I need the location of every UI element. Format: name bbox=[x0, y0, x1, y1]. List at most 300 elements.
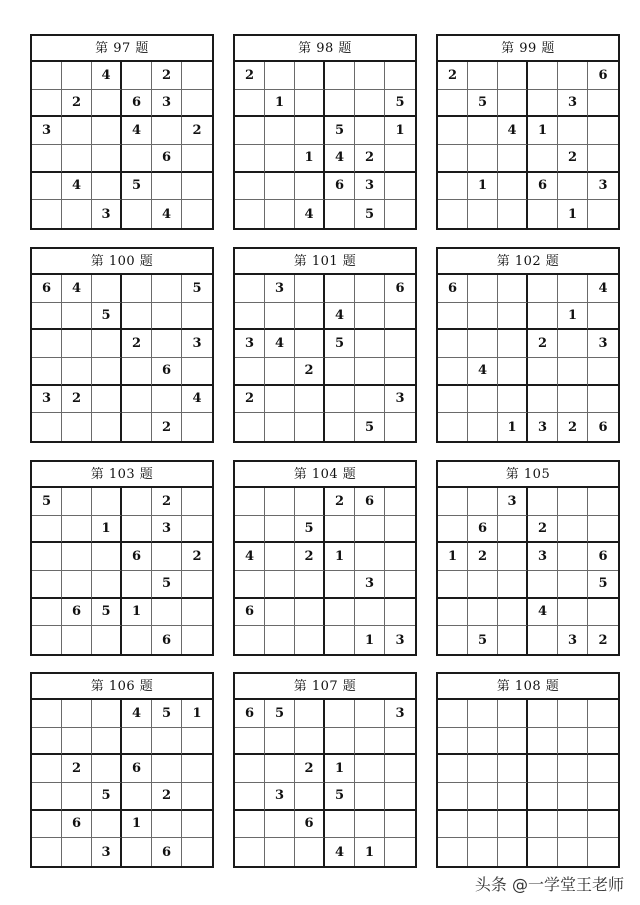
grid-cell[interactable]: 2 bbox=[528, 516, 558, 544]
grid-cell[interactable] bbox=[32, 755, 62, 783]
grid-cell[interactable] bbox=[558, 838, 588, 866]
grid-cell[interactable]: 3 bbox=[355, 571, 385, 599]
grid-cell[interactable] bbox=[588, 838, 618, 866]
grid-cell[interactable] bbox=[438, 755, 468, 783]
grid-cell[interactable] bbox=[265, 386, 295, 414]
grid-cell[interactable] bbox=[122, 358, 152, 386]
grid-cell[interactable] bbox=[528, 90, 558, 118]
grid-cell[interactable] bbox=[325, 811, 355, 839]
grid-cell[interactable] bbox=[265, 303, 295, 331]
grid-cell[interactable] bbox=[385, 838, 415, 866]
grid-cell[interactable] bbox=[182, 516, 212, 544]
grid-cell[interactable] bbox=[498, 838, 528, 866]
grid-cell[interactable] bbox=[588, 728, 618, 756]
grid-cell[interactable]: 3 bbox=[152, 90, 182, 118]
grid-cell[interactable] bbox=[438, 117, 468, 145]
grid-cell[interactable] bbox=[32, 783, 62, 811]
grid-cell[interactable]: 1 bbox=[498, 413, 528, 441]
grid-cell[interactable] bbox=[182, 90, 212, 118]
grid-cell[interactable]: 2 bbox=[438, 62, 468, 90]
grid-cell[interactable] bbox=[438, 90, 468, 118]
grid-cell[interactable] bbox=[295, 838, 325, 866]
grid-cell[interactable]: 6 bbox=[598, 419, 608, 435]
grid-cell[interactable] bbox=[468, 330, 498, 358]
grid-cell[interactable] bbox=[62, 488, 92, 516]
grid-cell[interactable] bbox=[438, 413, 468, 441]
grid-cell[interactable] bbox=[498, 303, 528, 331]
grid-cell[interactable] bbox=[385, 145, 415, 173]
grid-cell[interactable] bbox=[588, 358, 618, 386]
grid-cell[interactable]: 6 bbox=[295, 811, 325, 839]
grid-cell[interactable] bbox=[122, 200, 152, 228]
grid-cell[interactable]: 1 bbox=[325, 543, 355, 571]
grid-cell[interactable] bbox=[528, 386, 558, 414]
grid-cell[interactable] bbox=[265, 571, 295, 599]
grid-cell[interactable]: 1 bbox=[295, 145, 325, 173]
grid-cell[interactable] bbox=[92, 488, 122, 516]
grid-cell[interactable] bbox=[152, 275, 182, 303]
grid-cell[interactable]: 2 bbox=[235, 386, 265, 414]
grid-cell[interactable] bbox=[62, 330, 92, 358]
grid-cell[interactable]: 6 bbox=[468, 516, 498, 544]
grid-cell[interactable] bbox=[588, 516, 618, 544]
grid-cell[interactable] bbox=[438, 700, 468, 728]
grid-cell[interactable] bbox=[295, 275, 325, 303]
grid-cell[interactable] bbox=[295, 117, 325, 145]
grid-cell[interactable]: 3 bbox=[235, 330, 265, 358]
grid-cell[interactable]: 4 bbox=[122, 117, 152, 145]
grid-cell[interactable] bbox=[558, 358, 588, 386]
grid-cell[interactable]: 4 bbox=[152, 200, 182, 228]
grid-cell[interactable] bbox=[498, 200, 528, 228]
grid-cell[interactable] bbox=[325, 626, 355, 654]
grid-cell[interactable]: 5 bbox=[182, 275, 212, 303]
grid-cell[interactable]: 2 bbox=[295, 755, 325, 783]
grid-cell[interactable] bbox=[182, 626, 212, 654]
grid-cell[interactable] bbox=[295, 626, 325, 654]
grid-cell[interactable] bbox=[235, 173, 265, 201]
grid-cell[interactable] bbox=[295, 599, 325, 627]
grid-cell[interactable] bbox=[122, 62, 152, 90]
grid-cell[interactable] bbox=[355, 358, 385, 386]
grid-cell[interactable] bbox=[468, 386, 498, 414]
grid-cell[interactable] bbox=[122, 145, 152, 173]
grid-cell[interactable] bbox=[468, 117, 498, 145]
grid-cell[interactable] bbox=[325, 200, 355, 228]
grid-cell[interactable] bbox=[558, 728, 588, 756]
grid-cell[interactable] bbox=[438, 516, 468, 544]
grid-cell[interactable]: 3 bbox=[265, 783, 295, 811]
grid-cell[interactable] bbox=[438, 811, 468, 839]
grid-cell[interactable] bbox=[92, 571, 122, 599]
grid-cell[interactable]: 2 bbox=[182, 117, 212, 145]
grid-cell[interactable] bbox=[385, 755, 415, 783]
grid-cell[interactable] bbox=[498, 275, 528, 303]
grid-cell[interactable] bbox=[32, 543, 62, 571]
grid-cell[interactable]: 5 bbox=[122, 173, 152, 201]
grid-cell[interactable]: 1 bbox=[355, 626, 385, 654]
grid-cell[interactable]: 2 bbox=[62, 755, 92, 783]
grid-cell[interactable] bbox=[295, 571, 325, 599]
grid-cell[interactable] bbox=[62, 62, 92, 90]
grid-cell[interactable] bbox=[528, 811, 558, 839]
grid-cell[interactable] bbox=[325, 90, 355, 118]
grid-cell[interactable] bbox=[588, 303, 618, 331]
grid-cell[interactable] bbox=[152, 543, 182, 571]
grid-cell[interactable] bbox=[92, 330, 122, 358]
grid-cell[interactable] bbox=[235, 145, 265, 173]
grid-cell[interactable] bbox=[528, 275, 558, 303]
grid-cell[interactable] bbox=[498, 90, 528, 118]
grid-cell[interactable] bbox=[182, 488, 212, 516]
grid-cell[interactable] bbox=[32, 330, 62, 358]
grid-cell[interactable] bbox=[62, 516, 92, 544]
grid-cell[interactable] bbox=[588, 117, 618, 145]
grid-cell[interactable]: 3 bbox=[32, 117, 62, 145]
grid-cell[interactable] bbox=[32, 62, 62, 90]
grid-cell[interactable] bbox=[528, 571, 558, 599]
grid-cell[interactable]: 1 bbox=[558, 200, 588, 228]
grid-cell[interactable] bbox=[325, 700, 355, 728]
grid-cell[interactable] bbox=[265, 728, 295, 756]
grid-cell[interactable]: 1 bbox=[122, 599, 152, 627]
grid-cell[interactable] bbox=[498, 330, 528, 358]
grid-cell[interactable] bbox=[588, 488, 618, 516]
grid-cell[interactable]: 3 bbox=[355, 173, 385, 201]
grid-cell[interactable] bbox=[32, 516, 62, 544]
grid-cell[interactable]: 5 bbox=[355, 413, 385, 441]
grid-cell[interactable] bbox=[528, 358, 558, 386]
grid-cell[interactable]: 2 bbox=[235, 62, 265, 90]
grid-cell[interactable] bbox=[558, 173, 588, 201]
grid-cell[interactable] bbox=[92, 275, 122, 303]
grid-cell[interactable]: 6 bbox=[152, 838, 182, 866]
grid-cell[interactable] bbox=[385, 303, 415, 331]
grid-cell[interactable] bbox=[355, 303, 385, 331]
grid-cell[interactable]: 4 bbox=[325, 838, 355, 866]
grid-cell[interactable] bbox=[62, 783, 92, 811]
grid-cell[interactable]: 5 bbox=[265, 700, 295, 728]
grid-cell[interactable] bbox=[265, 755, 295, 783]
grid-cell[interactable]: 4 bbox=[92, 62, 122, 90]
grid-cell[interactable] bbox=[558, 516, 588, 544]
grid-cell[interactable]: 1 bbox=[122, 811, 152, 839]
grid-cell[interactable] bbox=[385, 173, 415, 201]
grid-cell[interactable] bbox=[438, 488, 468, 516]
grid-cell[interactable]: 1 bbox=[558, 303, 588, 331]
grid-cell[interactable] bbox=[325, 275, 355, 303]
grid-cell[interactable]: 3 bbox=[558, 626, 588, 654]
grid-cell[interactable] bbox=[558, 386, 588, 414]
grid-cell[interactable]: 1 bbox=[438, 543, 468, 571]
grid-cell[interactable] bbox=[498, 571, 528, 599]
grid-cell[interactable]: 2 bbox=[152, 62, 182, 90]
grid-cell[interactable] bbox=[588, 755, 618, 783]
grid-cell[interactable] bbox=[235, 90, 265, 118]
grid-cell[interactable] bbox=[468, 811, 498, 839]
grid-cell[interactable] bbox=[355, 62, 385, 90]
grid-cell[interactable] bbox=[325, 358, 355, 386]
grid-cell[interactable] bbox=[122, 303, 152, 331]
grid-cell[interactable] bbox=[265, 173, 295, 201]
grid-cell[interactable]: 5 bbox=[92, 783, 122, 811]
grid-cell[interactable]: 6 bbox=[235, 700, 265, 728]
grid-cell[interactable]: 1 bbox=[468, 173, 498, 201]
grid-cell[interactable] bbox=[122, 386, 152, 414]
grid-cell[interactable] bbox=[385, 62, 415, 90]
grid-cell[interactable] bbox=[355, 386, 385, 414]
grid-cell[interactable] bbox=[498, 145, 528, 173]
grid-cell[interactable] bbox=[152, 755, 182, 783]
grid-cell[interactable] bbox=[295, 488, 325, 516]
grid-cell[interactable] bbox=[588, 783, 618, 811]
grid-cell[interactable]: 3 bbox=[92, 838, 122, 866]
grid-cell[interactable] bbox=[32, 413, 62, 441]
grid-cell[interactable] bbox=[528, 145, 558, 173]
grid-cell[interactable] bbox=[152, 117, 182, 145]
grid-cell[interactable]: 5 bbox=[325, 330, 355, 358]
grid-cell[interactable]: 2 bbox=[468, 543, 498, 571]
grid-cell[interactable]: 6 bbox=[588, 543, 618, 571]
grid-cell[interactable] bbox=[235, 838, 265, 866]
grid-cell[interactable] bbox=[558, 543, 588, 571]
grid-cell[interactable] bbox=[588, 599, 618, 627]
grid-cell[interactable] bbox=[468, 599, 498, 627]
grid-cell[interactable] bbox=[438, 728, 468, 756]
grid-cell[interactable]: 3 bbox=[528, 413, 558, 441]
grid-cell[interactable] bbox=[355, 728, 385, 756]
grid-cell[interactable] bbox=[438, 783, 468, 811]
grid-cell[interactable] bbox=[295, 90, 325, 118]
grid-cell[interactable] bbox=[152, 599, 182, 627]
grid-cell[interactable]: 6 bbox=[588, 62, 618, 90]
grid-cell[interactable] bbox=[558, 599, 588, 627]
grid-cell[interactable] bbox=[235, 117, 265, 145]
grid-cell[interactable] bbox=[152, 303, 182, 331]
grid-cell[interactable] bbox=[558, 755, 588, 783]
grid-cell[interactable] bbox=[438, 173, 468, 201]
grid-cell[interactable] bbox=[558, 62, 588, 90]
grid-cell[interactable] bbox=[32, 200, 62, 228]
grid-cell[interactable]: 5 bbox=[468, 90, 498, 118]
grid-cell[interactable] bbox=[92, 386, 122, 414]
grid-cell[interactable] bbox=[438, 303, 468, 331]
grid-cell[interactable] bbox=[325, 516, 355, 544]
grid-cell[interactable] bbox=[558, 811, 588, 839]
grid-cell[interactable] bbox=[468, 303, 498, 331]
grid-cell[interactable] bbox=[588, 90, 618, 118]
grid-cell[interactable]: 2 bbox=[598, 632, 608, 648]
grid-cell[interactable]: 2 bbox=[295, 543, 325, 571]
grid-cell[interactable] bbox=[528, 783, 558, 811]
grid-cell[interactable] bbox=[498, 516, 528, 544]
grid-cell[interactable]: 4 bbox=[325, 303, 355, 331]
grid-cell[interactable] bbox=[385, 413, 415, 441]
grid-cell[interactable]: 4 bbox=[235, 543, 265, 571]
grid-cell[interactable] bbox=[235, 516, 265, 544]
grid-cell[interactable] bbox=[295, 783, 325, 811]
grid-cell[interactable] bbox=[295, 303, 325, 331]
grid-cell[interactable] bbox=[498, 173, 528, 201]
grid-cell[interactable] bbox=[325, 599, 355, 627]
grid-cell[interactable] bbox=[265, 413, 295, 441]
grid-cell[interactable] bbox=[62, 303, 92, 331]
grid-cell[interactable]: 3 bbox=[528, 543, 558, 571]
grid-cell[interactable] bbox=[235, 275, 265, 303]
grid-cell[interactable] bbox=[32, 571, 62, 599]
grid-cell[interactable] bbox=[558, 488, 588, 516]
grid-cell[interactable] bbox=[528, 700, 558, 728]
grid-cell[interactable] bbox=[325, 62, 355, 90]
grid-cell[interactable] bbox=[498, 700, 528, 728]
grid-cell[interactable]: 1 bbox=[355, 838, 385, 866]
grid-cell[interactable] bbox=[32, 145, 62, 173]
grid-cell[interactable]: 2 bbox=[182, 543, 212, 571]
grid-cell[interactable]: 4 bbox=[265, 330, 295, 358]
grid-cell[interactable]: 5 bbox=[385, 90, 415, 118]
grid-cell[interactable]: 2 bbox=[62, 90, 92, 118]
grid-cell[interactable] bbox=[355, 330, 385, 358]
grid-cell[interactable] bbox=[265, 599, 295, 627]
grid-cell[interactable] bbox=[92, 626, 122, 654]
grid-cell[interactable] bbox=[558, 783, 588, 811]
grid-cell[interactable] bbox=[355, 516, 385, 544]
grid-cell[interactable] bbox=[32, 838, 62, 866]
grid-cell[interactable] bbox=[32, 811, 62, 839]
grid-cell[interactable]: 5 bbox=[92, 599, 122, 627]
grid-cell[interactable] bbox=[438, 145, 468, 173]
grid-cell[interactable] bbox=[265, 516, 295, 544]
grid-cell[interactable] bbox=[468, 838, 498, 866]
grid-cell[interactable] bbox=[588, 386, 618, 414]
grid-cell[interactable]: 4 bbox=[468, 358, 498, 386]
grid-cell[interactable] bbox=[468, 783, 498, 811]
grid-cell[interactable] bbox=[182, 145, 212, 173]
grid-cell[interactable] bbox=[325, 728, 355, 756]
grid-cell[interactable] bbox=[295, 173, 325, 201]
grid-cell[interactable] bbox=[62, 728, 92, 756]
grid-cell[interactable] bbox=[92, 755, 122, 783]
grid-cell[interactable] bbox=[498, 543, 528, 571]
grid-cell[interactable]: 3 bbox=[182, 330, 212, 358]
grid-cell[interactable]: 2 bbox=[528, 330, 558, 358]
grid-cell[interactable]: 1 bbox=[265, 90, 295, 118]
grid-cell[interactable] bbox=[235, 728, 265, 756]
grid-cell[interactable] bbox=[438, 386, 468, 414]
grid-cell[interactable]: 3 bbox=[32, 386, 62, 414]
grid-cell[interactable]: 6 bbox=[528, 173, 558, 201]
grid-cell[interactable] bbox=[152, 811, 182, 839]
grid-cell[interactable] bbox=[122, 516, 152, 544]
grid-cell[interactable] bbox=[468, 413, 498, 441]
grid-cell[interactable] bbox=[265, 626, 295, 654]
grid-cell[interactable] bbox=[558, 571, 588, 599]
grid-cell[interactable] bbox=[122, 728, 152, 756]
grid-cell[interactable] bbox=[122, 626, 152, 654]
grid-cell[interactable] bbox=[355, 700, 385, 728]
grid-cell[interactable] bbox=[182, 599, 212, 627]
grid-cell[interactable] bbox=[62, 700, 92, 728]
grid-cell[interactable]: 2 bbox=[152, 488, 182, 516]
grid-cell[interactable] bbox=[355, 783, 385, 811]
grid-cell[interactable] bbox=[385, 543, 415, 571]
grid-cell[interactable]: 1 bbox=[385, 117, 415, 145]
grid-cell[interactable]: 3 bbox=[385, 700, 415, 728]
grid-cell[interactable] bbox=[385, 728, 415, 756]
grid-cell[interactable] bbox=[92, 173, 122, 201]
grid-cell[interactable] bbox=[182, 838, 212, 866]
grid-cell[interactable] bbox=[32, 173, 62, 201]
grid-cell[interactable] bbox=[438, 626, 468, 654]
grid-cell[interactable]: 3 bbox=[588, 173, 618, 201]
grid-cell[interactable] bbox=[355, 755, 385, 783]
grid-cell[interactable]: 2 bbox=[62, 386, 92, 414]
grid-cell[interactable] bbox=[62, 626, 92, 654]
grid-cell[interactable] bbox=[182, 413, 212, 441]
grid-cell[interactable]: 6 bbox=[235, 599, 265, 627]
grid-cell[interactable]: 3 bbox=[498, 488, 528, 516]
grid-cell[interactable] bbox=[558, 330, 588, 358]
grid-cell[interactable] bbox=[385, 783, 415, 811]
grid-cell[interactable] bbox=[122, 783, 152, 811]
grid-cell[interactable] bbox=[182, 303, 212, 331]
grid-cell[interactable] bbox=[235, 358, 265, 386]
grid-cell[interactable]: 4 bbox=[62, 173, 92, 201]
grid-cell[interactable] bbox=[295, 386, 325, 414]
grid-cell[interactable] bbox=[32, 90, 62, 118]
grid-cell[interactable]: 6 bbox=[122, 755, 152, 783]
grid-cell[interactable]: 2 bbox=[295, 358, 325, 386]
grid-cell[interactable] bbox=[498, 62, 528, 90]
grid-cell[interactable] bbox=[438, 838, 468, 866]
grid-cell[interactable] bbox=[498, 386, 528, 414]
grid-cell[interactable] bbox=[468, 728, 498, 756]
grid-cell[interactable] bbox=[498, 626, 528, 654]
grid-cell[interactable]: 5 bbox=[588, 571, 618, 599]
grid-cell[interactable] bbox=[528, 62, 558, 90]
grid-cell[interactable] bbox=[528, 626, 558, 654]
grid-cell[interactable] bbox=[182, 783, 212, 811]
grid-cell[interactable]: 6 bbox=[438, 275, 468, 303]
grid-cell[interactable] bbox=[558, 275, 588, 303]
grid-cell[interactable] bbox=[92, 811, 122, 839]
grid-cell[interactable] bbox=[235, 200, 265, 228]
grid-cell[interactable] bbox=[265, 117, 295, 145]
grid-cell[interactable] bbox=[122, 488, 152, 516]
grid-cell[interactable] bbox=[32, 728, 62, 756]
grid-cell[interactable]: 4 bbox=[588, 275, 618, 303]
grid-cell[interactable]: 3 bbox=[588, 330, 618, 358]
grid-cell[interactable] bbox=[265, 838, 295, 866]
grid-cell[interactable] bbox=[355, 117, 385, 145]
grid-cell[interactable] bbox=[385, 571, 415, 599]
grid-cell[interactable]: 6 bbox=[152, 145, 182, 173]
grid-cell[interactable] bbox=[265, 488, 295, 516]
grid-cell[interactable]: 6 bbox=[325, 173, 355, 201]
grid-cell[interactable] bbox=[265, 811, 295, 839]
grid-cell[interactable] bbox=[182, 755, 212, 783]
grid-cell[interactable] bbox=[265, 145, 295, 173]
grid-cell[interactable] bbox=[355, 90, 385, 118]
grid-cell[interactable]: 6 bbox=[32, 275, 62, 303]
grid-cell[interactable] bbox=[265, 62, 295, 90]
grid-cell[interactable] bbox=[528, 303, 558, 331]
grid-cell[interactable] bbox=[92, 728, 122, 756]
grid-cell[interactable] bbox=[588, 145, 618, 173]
grid-cell[interactable] bbox=[468, 62, 498, 90]
grid-cell[interactable] bbox=[182, 571, 212, 599]
grid-cell[interactable]: 3 bbox=[265, 275, 295, 303]
